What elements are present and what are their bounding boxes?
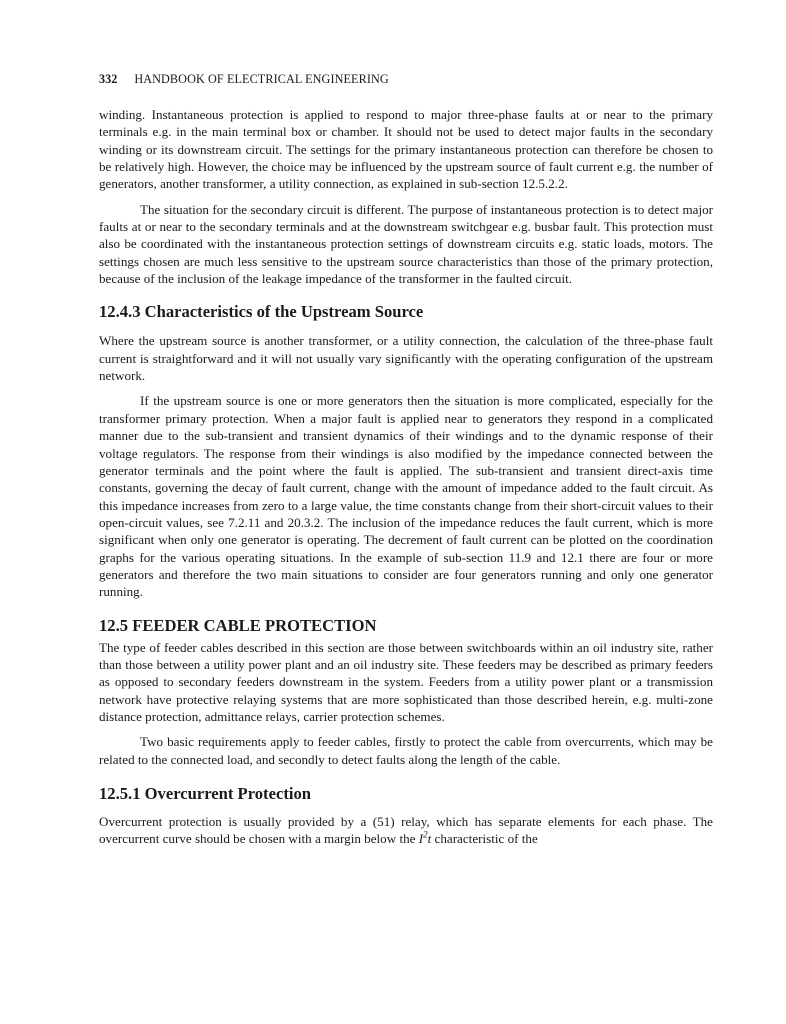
running-header bbox=[99, 70, 713, 88]
page-number: 332 bbox=[99, 72, 118, 86]
paragraph-instantaneous-primary: winding. Instantaneous protection is applied to respond to major three-phase faults at or near to the primary terminals e.g. in the main terminal box or chamber. It should not be used to detect major faults in the secondary winding or its downstream circuit. The settings for the primary instantaneous protection can therefore be chosen to be relatively high. However, the choice may be influenced by the upstream source of fault current e.g. the number of generators, another transformer, a utility connection, as explained in sub-section 12.5.2.2. bbox=[99, 107, 713, 192]
section-heading-12-4-3: 12.4.3 Characteristics of the Upstream Source bbox=[99, 302, 424, 322]
paragraph-upstream-transformer: Where the upstream source is another transformer, or a utility connection, the calculation of the three-phase fault current is straightforward and it will not usually vary significantly with the operating configuration of the upstream network. bbox=[99, 333, 713, 384]
overcurrent-text-lead: Overcurrent protection is usually provided by a (51) relay, which has separate elements for each phase. The overcurrent curve should be chosen with a margin below the bbox=[99, 814, 713, 847]
document-page bbox=[99, 70, 713, 848]
section-heading-12-5-1: 12.5.1 Overcurrent Protection bbox=[99, 784, 311, 803]
book-title: HANDBOOK OF ELECTRICAL ENGINEERING bbox=[134, 72, 389, 86]
i-squared-t-symbol: $I^2t$ bbox=[418, 829, 432, 847]
overcurrent-text-tail: characteristic of the bbox=[431, 831, 538, 847]
section-heading-12-5: 12.5 FEEDER CABLE PROTECTION bbox=[99, 615, 377, 635]
paragraph-overcurrent-protection bbox=[99, 813, 713, 848]
paragraph-feeder-requirements: Two basic requirements apply to feeder cables, firstly to protect the cable from overcurrents, which may be related to the connected load, and secondly to detect faults along the length of the cable. bbox=[99, 734, 713, 767]
paragraph-secondary-circuit: The situation for the secondary circuit is different. The purpose of instantaneous protection is to detect major faults at or near to the secondary terminals and at the downstream switchgear e.g. busbar fault. This protection must also be coordinated with the instantaneous protection settings of downstream circuits e.g. static loads, motors. The settings chosen are much less sensitive to the upstream source characteristics than those of the primary protection, because of the inclusion of the leakage impedance of the transformer in the faulted circuit. bbox=[99, 201, 713, 287]
paragraph-feeder-types: The type of feeder cables described in this section are those between switchboards within an oil industry site, rather than those between a utility power plant and an oil industry site. These feeders may be described as primary feeders as opposed to secondary feeders downstream in the system. Feeders from a utility power plant or a transmission network have protective relaying systems that are more sophisticated than those described herein, e.g. multi-zone distance protection, admittance relays, carrier protection schemes. bbox=[99, 639, 713, 724]
paragraph-upstream-generators: If the upstream source is one or more generators then the situation is more complicated, especially for the transformer primary protection. When a major fault is applied near to generators they respond in a complicated manner due to the sub-transient and transient dynamics of their windings and to the dynamic response of their voltage regulators. The response from their windings is also modified by the impedance connected between the generator terminals and the point where the fault is applied. The sub-transient and transient direct-axis time constants, governing the decay of fault current, change with the amount of impedance added to the fault circuit. As this impedance increases from zero to a large value, the time constants change from their short-circuit values to their open-circuit values, see 7.2.11 and 20.3.2. The inclusion of the impedance reduces the fault current, which is more significant when only one generator is operating. The decrement of fault current can be plotted on the coordination graphs for the various operating situations. In the example of sub-section 11.9 and 12.1 there are four or more generators and therefore the two main situations to consider are four generators running and only one generator running. bbox=[99, 393, 713, 600]
